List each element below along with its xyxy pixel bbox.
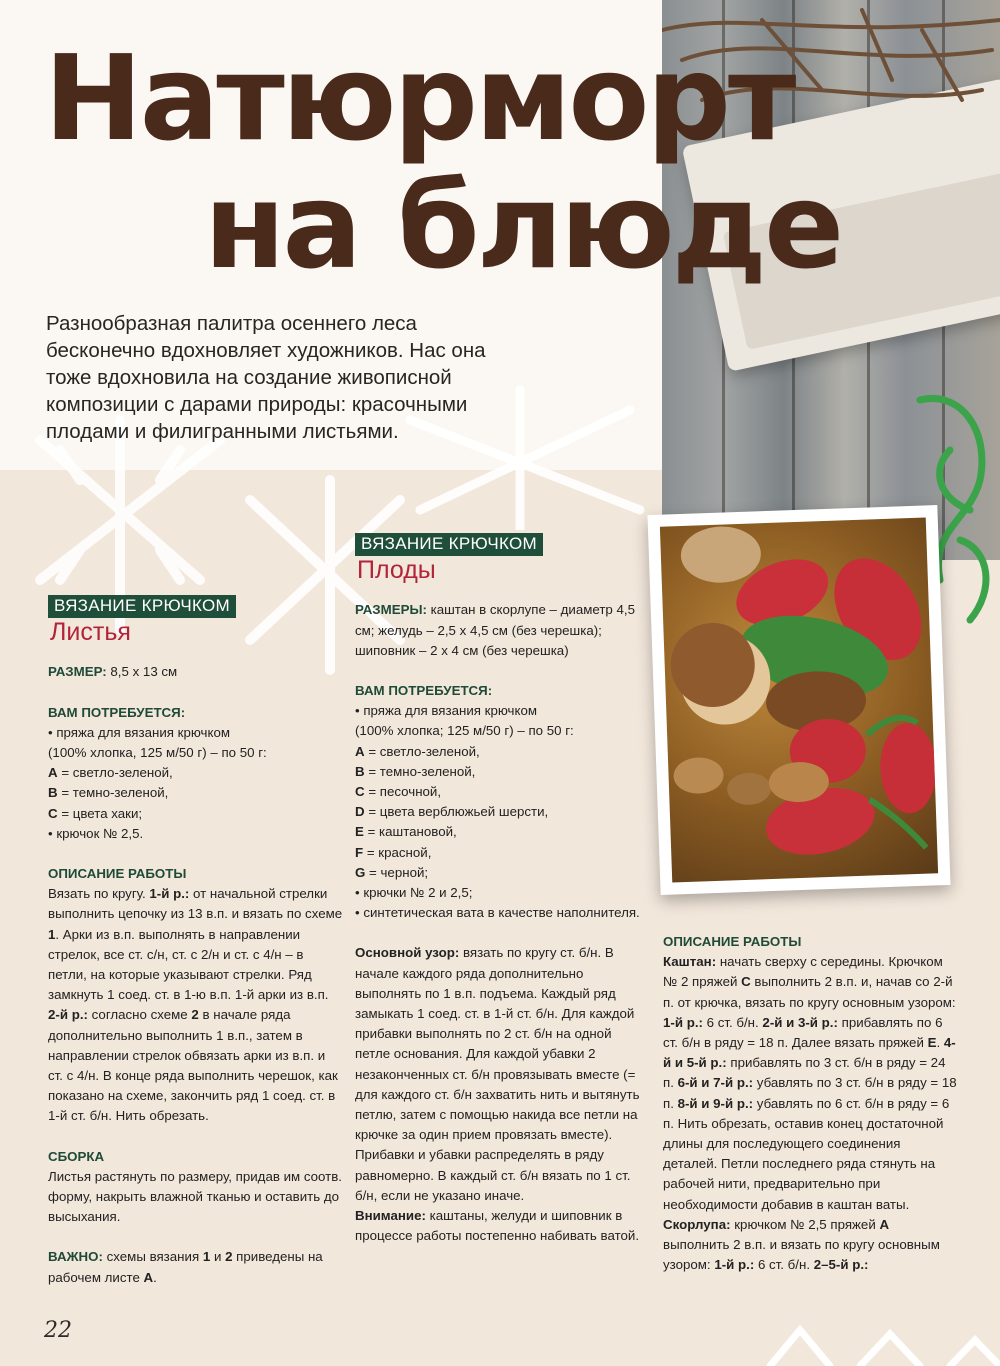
needs-line: • крючки № 2 и 2,5; <box>355 885 473 901</box>
assembly-text: Листья растянуть по размеру, придав им соотв. форму, накрыть влажной тканью и оставить до высыхания. <box>48 1168 343 1225</box>
section-tag: ВЯЗАНИЕ КРЮЧКОМ <box>48 595 236 618</box>
needs-line: C = песочной, <box>355 784 442 800</box>
intro-text: Разнообразная палитра осеннего леса бесконечно вдохновляет художников. Нас она тоже вдохновила на создание живописной композиции с дарами природы: красочными плодами и филигранными листьями. <box>46 312 486 443</box>
needs-line: E = каштановой, <box>355 824 457 840</box>
work-heading: ОПИСАНИЕ РАБОТЫ <box>663 934 802 949</box>
work-text: Вязать по кругу. 1-й р.: от начальной стрелки выполнить цепочку из 13 в.п. и вязать по схеме 1. Арки из в.п. выполнять в направлении стрелок, все ст. с/н, ст. с 2/н и ст. с 4/н – в петли, на которые указывают стрелки. Ряд замкнуть 1 соед. ст. в 1-ю в.п. 1-й арки из в.п. 2-й р.: согласно схеме 2 в начале ряда дополнительно выполнить 1 в.п., затем в направлении стрелок обвязать арки из в.п. и ст. с 4/н. В конце ряда выполнить черешок, как показано на схеме, закончить ряд 1 соед. ст. в 1-й ст. б/н. Нить обрезать. <box>48 886 343 1124</box>
needs-heading: ВАМ ПОТРЕБУЕТСЯ: <box>355 683 493 699</box>
needs-line: • синтетическая вата в качестве наполнителя. <box>355 905 640 921</box>
crochet-fruits-photo <box>647 505 950 895</box>
section-title: Плоды <box>357 556 436 585</box>
needs-line: G = черной; <box>355 864 429 880</box>
page-title <box>44 29 842 295</box>
section-title: Листья <box>50 618 131 647</box>
fruits-column <box>355 533 645 1247</box>
assembly-heading: СБОРКА <box>48 1148 105 1164</box>
sizes-text: РАЗМЕРЫ: каштан в скорлупе – диаметр 4,5 см; желудь – 2,5 х 4,5 см (без черешка); шиповник – 2 х 4 см (без черешка) <box>355 602 635 658</box>
needs-line: • пряжа для вязания крючком <box>48 724 230 740</box>
title-line-1: Натюрморт <box>44 29 794 167</box>
leaves-column <box>48 595 343 1288</box>
needs-line: B = темно-зеленой, <box>48 785 169 801</box>
work-description-column <box>663 932 958 1275</box>
needs-line: A = светло-зеленой, <box>48 765 173 781</box>
important-note: ВАЖНО: схемы вязания 1 и 2 приведены на рабочем листе A. <box>48 1249 323 1285</box>
snowflake-decoration-bottom <box>760 1320 1000 1366</box>
pattern-text: Основной узор: вязать по кругу ст. б/н. В начале каждого ряда дополнительно выполнять по 1 в.п. подъема. Каждый ряд замыкать 1 соед. ст. в 1-й ст. б/н. Для каждой прибавки выполнять по 2 ст. б/н на одной петле основания. Для каждой убавки 2 незаконченных ст. б/н провязывать вместе (= для каждого ст. б/н захватить нить и вытянуть петлю, затем с помощью накида все петли на крючке за один прием провязать вместе). Прибавки и убавки распределять в ряду равномерно. В каждый ст. б/н вязать по 1 ст. б/н, если не указано иначе. <box>355 945 640 1203</box>
needs-line: (100% хлопка; 125 м/50 г) – по 50 г: <box>355 723 574 739</box>
needs-line: B = темно-зеленой, <box>355 763 476 779</box>
size-line: РАЗМЕР: 8,5 х 13 см <box>48 664 178 680</box>
needs-line: F = красной, <box>355 844 432 860</box>
needs-line: (100% хлопка, 125 м/50 г) – по 50 г: <box>48 745 267 761</box>
needs-line: • крючок № 2,5. <box>48 825 144 841</box>
title-line-2: на блюде <box>204 157 842 295</box>
chestnut-text: Каштан: начать сверху с середины. Крючком № 2 пряжей C выполнить 2 в.п. и, начав со 2-й п. от крючка, вязать по кругу основным узором: 1-й р.: 6 ст. б/н. 2-й и 3-й р.: прибавлять по 6 ст. б/н в ряду = 18 п. Далее вязать пряжей E. 4-й и 5-й р.: прибавлять по 3 ст. б/н в ряду = 24 п. 6-й и 7-й р.: убавлять по 3 ст. б/н в ряду = 18 п. 8-й и 9-й р.: убавлять по 6 ст. б/н в ряду = 6 п. Нить обрезать, оставив конец достаточной длины для последующего соединения деталей. Петли последнего ряда стянуть на рабочей нити, предварительно при необходимости добавив в каштан ваты. <box>663 954 957 1212</box>
needs-heading: ВАМ ПОТРЕБУЕТСЯ: <box>48 704 186 720</box>
attention-text: Внимание: каштаны, желуди и шиповник в процессе работы постепенно набивать ватой. <box>355 1208 640 1244</box>
work-heading: ОПИСАНИЕ РАБОТЫ <box>48 866 187 882</box>
needs-line: • пряжа для вязания крючком <box>355 703 537 719</box>
needs-line: C = цвета хаки; <box>48 805 143 821</box>
section-tag: ВЯЗАНИЕ КРЮЧКОМ <box>355 533 543 556</box>
page-number: 22 <box>44 1318 72 1343</box>
shell-text: Скорлупа: крючком № 2,5 пряжей A выполнить 2 в.п. и вязать по кругу основным узором: 1-й р.: 6 ст. б/н. 2–5-й р.: <box>663 1216 940 1273</box>
needs-line: D = цвета верблюжьей шерсти, <box>355 804 549 820</box>
needs-line: A = светло-зеленой, <box>355 743 480 759</box>
